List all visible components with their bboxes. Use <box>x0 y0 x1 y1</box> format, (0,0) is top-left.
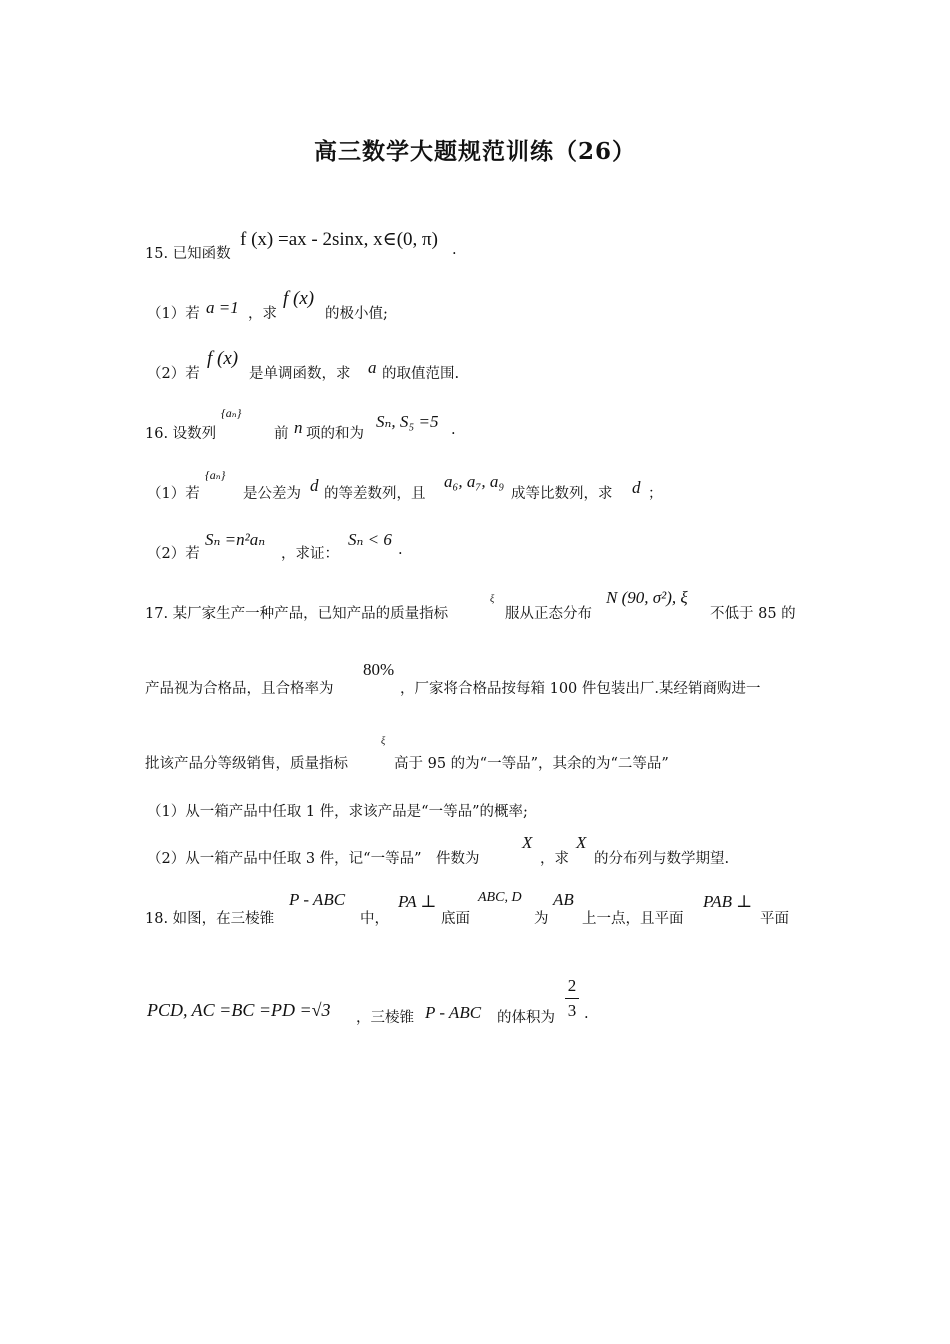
q15-part1-end: 的极小值; <box>325 306 388 322</box>
q17-xi: ξ <box>490 594 495 605</box>
q18-line2-pyramid: P - ABC <box>425 1003 482 1022</box>
q18-line1-text3: 底面 <box>441 911 470 927</box>
q16-text-sum: 项的和为 <box>306 426 364 442</box>
q15-part1-math-a: a =1 <box>206 298 239 317</box>
page-title: 高三数学大题规范训练（26） <box>313 138 636 165</box>
fraction-denominator: 3 <box>567 1001 577 1020</box>
q17-line2-text: 产品视为合格品，且合格率为 <box>145 681 334 697</box>
fraction-bar <box>565 998 579 999</box>
q18-plane-pab: PAB ⊥ <box>703 892 753 911</box>
q16-text-before: 前 <box>274 426 289 442</box>
q18-line1-text2: 中， <box>360 911 389 927</box>
q16-part1-text3: 成等比数列，求 <box>511 486 613 502</box>
q17-line1-end: 不低于 85 的 <box>710 606 796 622</box>
q16-n: n <box>294 418 303 437</box>
q18-line1-text4: 为 <box>534 911 549 927</box>
q18-line2-end: . <box>584 1006 589 1022</box>
q15-function: f (x) =ax - 2sinx, x∈(0, π) <box>240 229 438 250</box>
q16-part1-d: d <box>310 476 319 495</box>
q15-end: . <box>452 242 457 258</box>
q16-part2-end: . <box>398 542 403 558</box>
q18-line2-math: PCD, AC =BC =PD =√3 <box>147 1000 331 1020</box>
q15-part1-math-f: f (x) <box>283 288 315 309</box>
q16-part2-lead: （2）若 <box>147 546 200 562</box>
q15-part1-lead: （1）若 <box>147 306 200 322</box>
q18-volume-fraction <box>565 976 579 1021</box>
q16-part2-math: Sₙ =n²aₙ <box>205 530 266 549</box>
q18-pyramid: P - ABC <box>289 890 346 909</box>
q15-label: 15. 已知函数 <box>145 246 231 262</box>
q18-line1-text5: 上一点，且平面 <box>582 911 684 927</box>
q17-line3-text2: 高于 95 的为“一等品”，其余的为“二等品” <box>394 756 669 772</box>
q17-line3-text: 批该产品分等级销售，质量指标 <box>145 756 348 772</box>
q16-part1-terms: a₆, a₇, a₉ <box>444 472 505 491</box>
q15-part2-lead: （2）若 <box>147 366 200 382</box>
q16-part2-inequality: Sₙ < 6 <box>348 530 392 549</box>
q17-xi-2: ξ <box>381 736 386 747</box>
q16-part1-text2: 的等差数列，且 <box>324 486 426 502</box>
q16-part1-text1: 是公差为 <box>243 486 301 502</box>
q18-base: ABC, D <box>478 890 522 905</box>
q15-part1-text: ，求 <box>248 306 277 322</box>
q16-part1-d2: d <box>632 478 641 497</box>
q17-part2-x: X <box>522 833 533 852</box>
q17-line1-text: 17. 某厂家生产一种产品，已知产品的质量指标 <box>145 606 449 622</box>
q16-sum-math: Sₙ, S₅ =5 <box>376 412 439 431</box>
q18-line1-text: 18. 如图，在三棱锥 <box>145 911 275 927</box>
q16-part1-lead: （1）若 <box>147 486 200 502</box>
q18-pa-perp: PA ⊥ <box>398 892 437 911</box>
q17-line2-text2: ，厂家将合格品按每箱 100 件包装出厂.某经销商购进一 <box>400 681 761 697</box>
fraction-numerator: 2 <box>567 976 577 995</box>
q18-line2-text2: 的体积为 <box>497 1010 555 1026</box>
q16-part1-end: ； <box>648 486 663 502</box>
q15-part2-math-a: a <box>368 358 377 377</box>
q18-ab: AB <box>553 890 574 909</box>
q15-part2-math-f: f (x) <box>207 348 239 369</box>
q17-part2-end: 的分布列与数学期望. <box>594 851 730 867</box>
q15-part2-end: 的取值范围. <box>382 366 460 382</box>
q18-line2-text: ，三棱锥 <box>356 1010 414 1026</box>
q17-line1-text2: 服从正态分布 <box>505 606 592 622</box>
q15-part2-text: 是单调函数，求 <box>249 366 351 382</box>
q17-part2-text: （2）从一箱产品中任取 3 件，记“一等品” 件数为 <box>147 851 480 867</box>
q17-rate: 80% <box>363 660 395 679</box>
q16-sequence: {aₙ} <box>221 406 242 420</box>
q17-part1: （1）从一箱产品中任取 1 件，求该产品是“一等品”的概率; <box>147 804 528 820</box>
q16-end: . <box>451 422 456 438</box>
q16-label: 16. 设数列 <box>145 426 217 442</box>
q17-part2-x2: X <box>576 833 587 852</box>
q18-line1-end: 平面 <box>760 911 789 927</box>
q17-part2-text2: ，求 <box>540 851 569 867</box>
q16-part1-sequence: {aₙ} <box>205 468 226 482</box>
q17-normal-dist: N (90, σ²), ξ <box>606 588 688 607</box>
q16-part2-text: ，求证： <box>281 546 339 562</box>
